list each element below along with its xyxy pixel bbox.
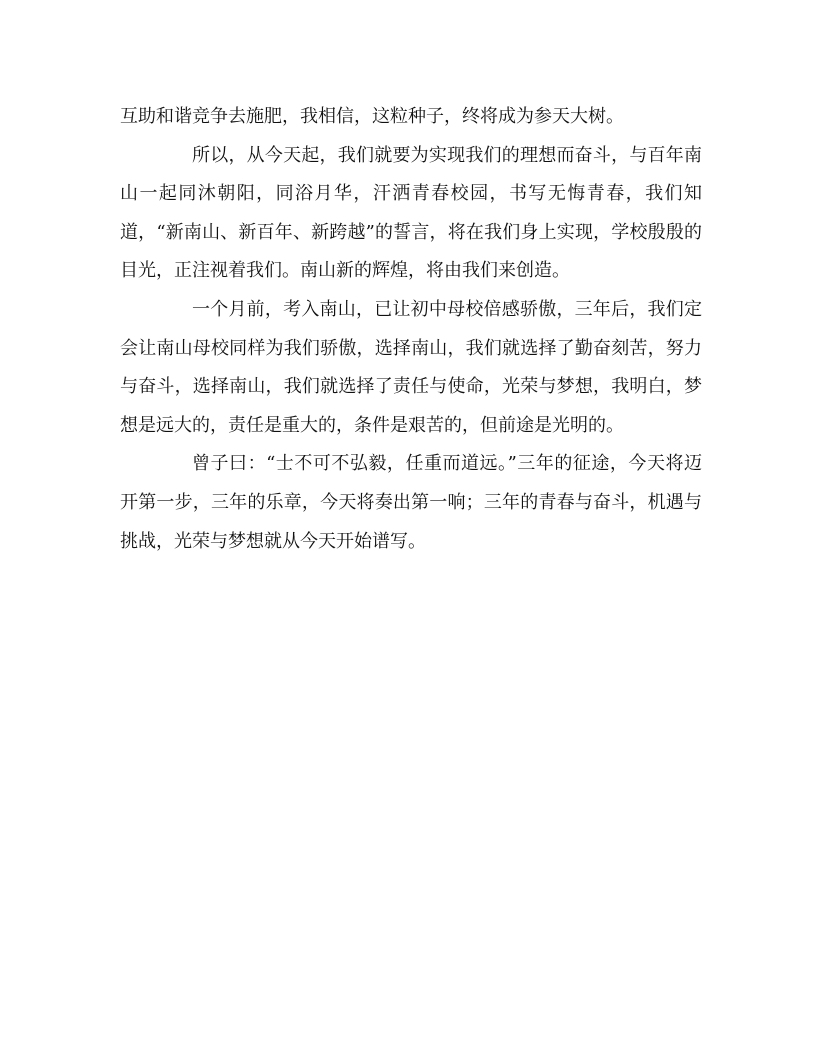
paragraph-struggle: 所以，从今天起，我们就要为实现我们的理想而奋斗，与百年南山一起同沐朝阳，同浴月华，汗洒青春校园，书写无悔青春，我们知道，“新南山、新百年、新跨越”的誓言，将在我们身上实现，学校殷殷的目光，正注视着我们。南山新的辉煌，将由我们来创造。 bbox=[120, 144, 702, 282]
paragraph-continuation: 互助和谐竞争去施肥，我相信，这粒种子，终将成为参天大树。 bbox=[120, 106, 624, 127]
document-body bbox=[120, 98, 702, 561]
paragraph-choice: 一个月前，考入南山，已让初中母校倍感骄傲，三年后，我们定会让南山母校同样为我们骄傲，选择南山，我们就选择了勤奋刻苦，努力与奋斗，选择南山，我们就选择了责任与使命，光荣与梦想，我明白，梦想是远大的，责任是重大的，条件是艰苦的，但前途是光明的。 bbox=[120, 298, 702, 436]
paragraph-zengzi-quote: 曾子曰：“士不可不弘毅，任重而道远。”三年的征途，今天将迈开第一步，三年的乐章，今天将奏出第一响；三年的青春与奋斗，机遇与挑战，光荣与梦想就从今天开始谱写。 bbox=[120, 453, 702, 552]
